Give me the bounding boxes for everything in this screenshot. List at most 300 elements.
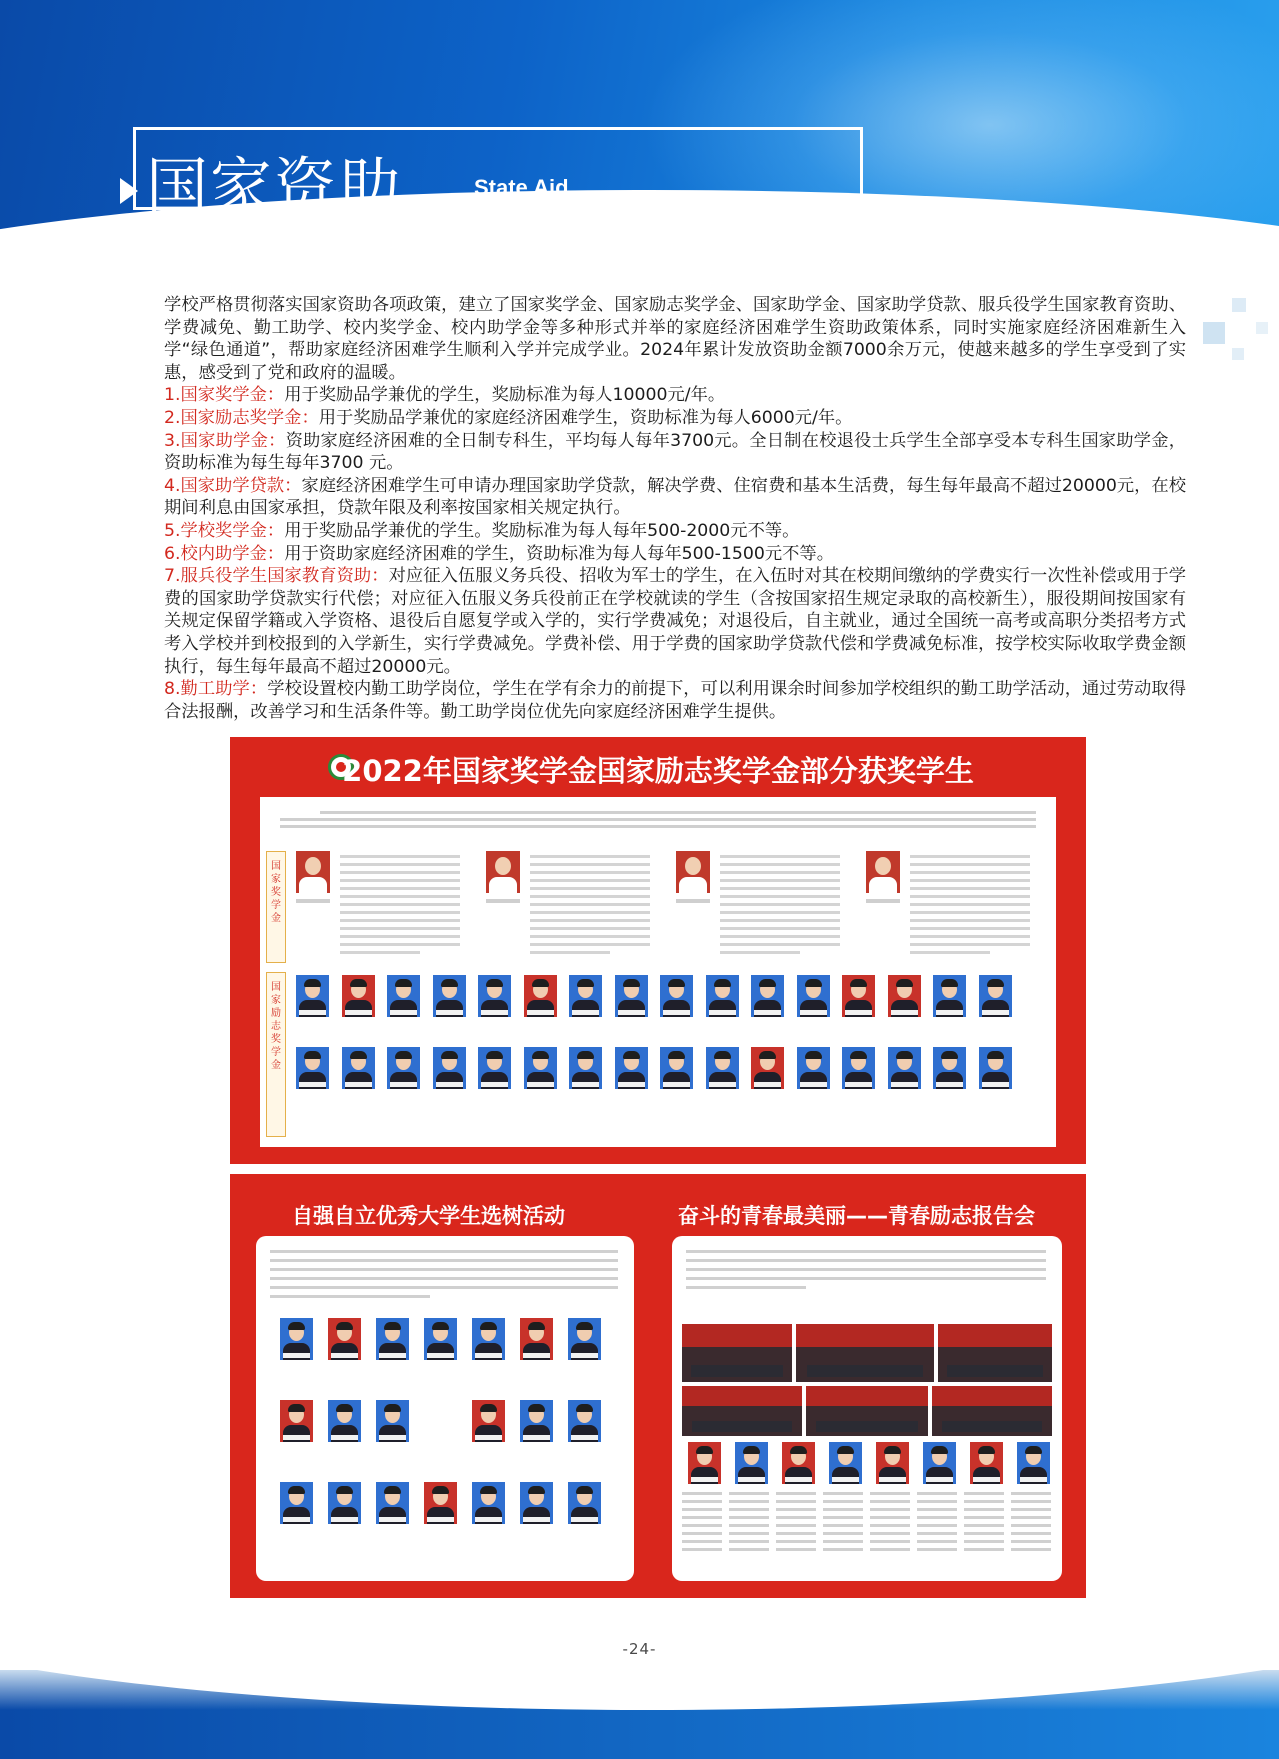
student-photo <box>280 1482 313 1524</box>
policy-item-label: 3.国家助学金： <box>164 430 286 451</box>
student-photo <box>888 975 921 1017</box>
photo-hair <box>759 1051 776 1059</box>
photo-hair <box>384 1322 401 1330</box>
profile-text-line <box>910 903 1030 906</box>
audience <box>947 1365 1043 1378</box>
speaker-text-line <box>964 1500 1004 1503</box>
photo-hair <box>576 1486 593 1494</box>
name-tag <box>427 1517 454 1522</box>
student-photo <box>688 1442 721 1484</box>
speaker-text-line <box>870 1524 910 1527</box>
profile-text-line <box>340 911 460 914</box>
student-photo <box>660 975 693 1017</box>
profile-text-line <box>340 951 420 954</box>
name-tag <box>436 1010 463 1015</box>
policy-item-label: 4.国家助学贷款： <box>164 475 302 496</box>
photo-hair <box>623 1051 640 1059</box>
stage-backdrop <box>806 1386 928 1406</box>
profile-text-line <box>720 903 840 906</box>
event-photo <box>796 1324 934 1382</box>
speaker-text-line <box>870 1508 910 1511</box>
speaker-text-line <box>729 1516 769 1519</box>
policy-item <box>128 407 1186 430</box>
speaker-text-line <box>917 1516 957 1519</box>
profile-text-line <box>340 903 460 906</box>
student-photo <box>797 975 830 1017</box>
profile-text-line <box>530 935 650 938</box>
speaker-text-line <box>776 1532 816 1535</box>
speaker-text-line <box>682 1508 722 1511</box>
name-tag <box>379 1435 406 1440</box>
name-tag <box>973 1477 1000 1482</box>
name-tag <box>345 1010 372 1015</box>
audience <box>691 1365 783 1378</box>
profile-text-line <box>910 919 1030 922</box>
photo-hair <box>577 1051 594 1059</box>
profile-text-line <box>720 887 840 890</box>
poster-title: 2022年国家奖学金国家励志奖学金部分获奖学生 <box>342 754 974 788</box>
profile-text-line <box>530 855 650 858</box>
speaker-text-line <box>776 1548 816 1551</box>
speaker-text-line <box>917 1508 957 1511</box>
profile-text-line <box>530 879 650 882</box>
student-photo <box>387 1047 420 1089</box>
policy-item-text: 资助家庭经济困难的全日制专科生，平均每人每年3700元。全日制在校退役士兵学生全部享受本专科生国家助学金，资助标准为每生每年3700 元。 <box>164 430 1186 474</box>
card-text-line <box>686 1286 806 1289</box>
speaker-text-line <box>1011 1500 1051 1503</box>
name-tag <box>436 1082 463 1087</box>
name-tag <box>785 1477 812 1482</box>
card-text-line <box>270 1250 618 1253</box>
policy-text <box>128 294 1186 723</box>
profile-text-line <box>910 887 1030 890</box>
photo-hair <box>987 1051 1004 1059</box>
winner-profile <box>486 851 656 961</box>
policy-item-label: 7.服兵役学生国家教育资助： <box>164 566 389 587</box>
winner-photo <box>486 851 520 893</box>
page-title: 国家资助 <box>146 150 403 223</box>
student-photo <box>568 1400 601 1442</box>
profile-text-line <box>340 887 460 890</box>
student-photo <box>923 1442 956 1484</box>
speaker-text-line <box>823 1508 863 1511</box>
name-tag <box>754 1082 781 1087</box>
photo-hair <box>987 979 1004 987</box>
event-photo <box>938 1324 1052 1382</box>
photo-hair <box>350 1051 367 1059</box>
speaker-text-line <box>870 1532 910 1535</box>
title-arrow-icon <box>120 178 138 204</box>
student-photo <box>472 1482 505 1524</box>
profile-text-line <box>910 871 1030 874</box>
student-photo <box>735 1442 768 1484</box>
photo-hair <box>941 1051 958 1059</box>
student-photo <box>433 1047 466 1089</box>
photo-hair <box>850 979 867 987</box>
policy-item <box>128 430 1186 475</box>
photo-hair <box>336 1404 353 1412</box>
policy-item <box>128 384 1186 407</box>
audience <box>692 1421 793 1432</box>
profile-text-line <box>720 935 840 938</box>
name-tag <box>879 1477 906 1482</box>
photo-shoulders <box>679 877 707 893</box>
speaker-text-line <box>1011 1508 1051 1511</box>
speaker-text-line <box>1011 1548 1051 1551</box>
student-photo <box>424 1482 457 1524</box>
decorative-square <box>1232 298 1246 312</box>
name-tag <box>523 1353 550 1358</box>
student-photo <box>478 1047 511 1089</box>
photo-hair <box>714 1051 731 1059</box>
stage-backdrop <box>682 1324 792 1347</box>
inspirational-scholarship-label: 国家励志奖学金 <box>266 972 286 1137</box>
photo-hair <box>304 979 321 987</box>
name-tag <box>832 1477 859 1482</box>
profile-text-line <box>910 855 1030 858</box>
student-photo <box>569 1047 602 1089</box>
speaker-text-line <box>682 1548 722 1551</box>
student-photo <box>376 1400 409 1442</box>
photo-hair <box>288 1404 305 1412</box>
student-photo <box>933 1047 966 1089</box>
speaker-text-line <box>964 1508 1004 1511</box>
policy-item-text: 用于奖励品学兼优的家庭经济困难学生，资助标准为每人6000元/年。 <box>318 407 853 428</box>
speaker-text-line <box>964 1548 1004 1551</box>
name-tag <box>299 1010 326 1015</box>
name-tag <box>926 1477 953 1482</box>
policy-item <box>128 520 1186 543</box>
card-text-line <box>270 1286 618 1289</box>
student-photo <box>933 975 966 1017</box>
student-photo <box>478 975 511 1017</box>
card-text-line <box>270 1268 618 1271</box>
name-tag <box>390 1082 417 1087</box>
audience <box>816 1421 918 1432</box>
student-photo <box>1017 1442 1050 1484</box>
event-photo <box>932 1386 1052 1436</box>
student-photo <box>376 1318 409 1360</box>
photo-hair <box>480 1486 497 1494</box>
speaker-text-line <box>870 1516 910 1519</box>
speaker-text-line <box>1011 1492 1051 1495</box>
speaker-text-line <box>729 1508 769 1511</box>
photo-hair <box>486 979 503 987</box>
name-tag <box>523 1435 550 1440</box>
speaker-text-line <box>823 1516 863 1519</box>
photo-hair <box>480 1322 497 1330</box>
photo-face <box>305 857 321 875</box>
photo-hair <box>805 1051 822 1059</box>
name-tag <box>283 1435 310 1440</box>
policy-item-text: 对应征入伍服义务兵役、招收为军士的学生，在入伍时对其在校期间缴纳的学费实行一次性补偿或用于学费的国家助学贷款实行代偿；对应征入伍服义务兵役前正在学校就读的学生（含按国家招生规定录取的高校新生），服役期间按国家有关规定保留学籍或入学资格、退役后自愿复学或入学的，实行学费减免；对退役后，自主就业，通过全国统一高考或高职分类招考方式考入学校并到校报到的入学新生，实行学费减免。学费补偿、用于学费的国家助学贷款代偿和学费减免标准，按学校实际收取学费金额执行，每生每年最高不超过20000元。 <box>164 566 1186 677</box>
photo-hair <box>384 1486 401 1494</box>
profile-text-line <box>340 895 460 898</box>
photo-hair <box>288 1322 305 1330</box>
student-photo <box>296 975 329 1017</box>
student-photo <box>342 1047 375 1089</box>
policy-item-label: 2.国家励志奖学金： <box>164 407 319 428</box>
page-header <box>0 0 1279 290</box>
speaker-text-line <box>729 1532 769 1535</box>
decorative-square <box>1232 348 1244 360</box>
photo-hair <box>668 979 685 987</box>
name-tag <box>475 1517 502 1522</box>
speaker-text-line <box>870 1548 910 1551</box>
student-photo <box>782 1442 815 1484</box>
speaker-text-line <box>729 1540 769 1543</box>
profile-text-line <box>720 943 840 946</box>
student-photo <box>568 1482 601 1524</box>
national-scholarship-label: 国家奖学金 <box>266 851 286 963</box>
photo-shoulders <box>489 877 517 893</box>
student-photo <box>280 1318 313 1360</box>
student-photo <box>706 975 739 1017</box>
student-photo <box>296 1047 329 1089</box>
self-reliance-activity-title: 自强自立优秀大学生选树活动 <box>292 1204 565 1228</box>
profile-text-line <box>530 927 650 930</box>
photo-hair <box>350 979 367 987</box>
decorative-square <box>1203 322 1225 344</box>
speaker-text-line <box>964 1516 1004 1519</box>
photo-shoulders <box>299 877 327 893</box>
photo-hair <box>532 1051 549 1059</box>
student-photo <box>876 1442 909 1484</box>
self-reliance-card <box>256 1236 634 1581</box>
name-tag <box>331 1353 358 1358</box>
policy-item <box>128 475 1186 520</box>
name-tag <box>982 1010 1009 1015</box>
photo-hair <box>528 1486 545 1494</box>
policy-item-label: 6.校内助学金： <box>164 543 285 564</box>
student-photo <box>524 975 557 1017</box>
name-tag <box>800 1010 827 1015</box>
speaker-text-line <box>964 1532 1004 1535</box>
speaker-text-line <box>917 1532 957 1535</box>
speaker-text-line <box>823 1532 863 1535</box>
student-photo <box>342 975 375 1017</box>
photo-hair <box>850 1051 867 1059</box>
event-photo <box>806 1386 928 1436</box>
name-tag <box>709 1082 736 1087</box>
photo-hair <box>759 979 776 987</box>
name-tag <box>663 1010 690 1015</box>
intro-paragraph: 学校严格贯彻落实国家资助各项政策，建立了国家奖学金、国家励志奖学金、国家助学金、国家助学贷款、服兵役学生国家教育资助、学费减免、勤工助学、校内奖学金、校内助学金等多种形式并举的家庭经济困难学生资助政策体系，同时实施家庭经济困难新生入学“绿色通道”，帮助家庭经济困难学生顺利入学并完成学业。2024年累计发放资助金额7000余万元，使越来越多的学生享受到了实惠，感受到了党和政府的温暖。 <box>164 295 1186 383</box>
speaker-text-line <box>917 1492 957 1495</box>
policy-item-label: 1.国家奖学金： <box>164 385 285 406</box>
name-tag <box>845 1010 872 1015</box>
poster-intro-lines <box>280 807 1036 832</box>
student-photo <box>387 975 420 1017</box>
profile-text-line <box>910 951 990 954</box>
speaker-text-line <box>682 1500 722 1503</box>
profile-text-line <box>910 879 1030 882</box>
speaker-text-line <box>917 1548 957 1551</box>
name-tag <box>331 1517 358 1522</box>
student-photo <box>842 975 875 1017</box>
student-photo <box>751 975 784 1017</box>
profile-text-line <box>720 927 840 930</box>
card-text-line <box>686 1250 1046 1253</box>
winner-profile <box>866 851 1036 961</box>
page-footer <box>0 1610 1279 1759</box>
student-photo <box>569 975 602 1017</box>
photo-hair <box>528 1404 545 1412</box>
speaker-text-line <box>917 1540 957 1543</box>
profile-text-line <box>720 879 840 882</box>
profile-text-line <box>340 871 460 874</box>
policy-item <box>128 678 1186 723</box>
speaker-text-line <box>823 1492 863 1495</box>
policy-item <box>128 543 1186 566</box>
name-tag <box>982 1082 1009 1087</box>
card-text-line <box>270 1277 618 1280</box>
profile-text-line <box>910 895 1030 898</box>
speaker-text-line <box>682 1524 722 1527</box>
name-tag <box>1020 1477 1047 1482</box>
winner-profile <box>296 851 466 961</box>
speaker-text-line <box>729 1500 769 1503</box>
student-photo <box>376 1482 409 1524</box>
page-subtitle: State Aid <box>474 175 569 200</box>
student-photo <box>424 1318 457 1360</box>
speaker-text-line <box>964 1540 1004 1543</box>
profile-text-line <box>530 951 610 954</box>
photo-hair <box>432 1486 449 1494</box>
card-text-line <box>270 1259 618 1262</box>
name-tag <box>527 1010 554 1015</box>
audience <box>942 1421 1043 1432</box>
photo-hair <box>696 1446 713 1454</box>
speaker-text-line <box>1011 1532 1051 1535</box>
name-tag <box>379 1353 406 1358</box>
photo-hair <box>884 1446 901 1454</box>
photo-hair <box>714 979 731 987</box>
policy-item-label: 8.勤工助学： <box>164 679 268 700</box>
name-tag <box>754 1010 781 1015</box>
student-photo <box>615 975 648 1017</box>
photo-hair <box>896 1051 913 1059</box>
photo-hair <box>623 979 640 987</box>
profile-text-line <box>720 911 840 914</box>
student-photo <box>568 1318 601 1360</box>
student-photo <box>797 1047 830 1089</box>
name-tag <box>571 1353 598 1358</box>
photo-hair <box>395 1051 412 1059</box>
profile-text-line <box>530 887 650 890</box>
winner-photo <box>296 851 330 893</box>
photo-face <box>685 857 701 875</box>
student-photo <box>842 1047 875 1089</box>
speaker-text-line <box>776 1508 816 1511</box>
name-tag <box>299 1082 326 1087</box>
name-tag <box>572 1010 599 1015</box>
name-tag <box>523 1517 550 1522</box>
name-tag <box>390 1010 417 1015</box>
stage-backdrop <box>796 1324 934 1347</box>
photo-hair <box>441 1051 458 1059</box>
page-number: -24- <box>622 1640 657 1658</box>
decorative-square <box>1256 322 1268 334</box>
photo-hair <box>805 979 822 987</box>
speaker-text-line <box>682 1492 722 1495</box>
student-photo <box>979 1047 1012 1089</box>
name-tag <box>618 1082 645 1087</box>
winner-caption <box>296 899 330 903</box>
student-photo <box>660 1047 693 1089</box>
stage-backdrop <box>938 1324 1052 1347</box>
photo-hair <box>384 1404 401 1412</box>
name-tag <box>527 1082 554 1087</box>
photo-hair <box>336 1486 353 1494</box>
name-tag <box>891 1010 918 1015</box>
speaker-text-line <box>964 1524 1004 1527</box>
photo-hair <box>441 979 458 987</box>
name-tag <box>709 1010 736 1015</box>
profile-text-line <box>910 927 1030 930</box>
student-photo <box>328 1400 361 1442</box>
student-photo <box>829 1442 862 1484</box>
photo-hair <box>432 1322 449 1330</box>
speaker-text-line <box>870 1492 910 1495</box>
name-tag <box>936 1082 963 1087</box>
poster-content <box>260 797 1056 1147</box>
photo-hair <box>941 979 958 987</box>
event-photo <box>682 1386 802 1436</box>
activities-poster <box>230 1174 1086 1598</box>
profile-text-line <box>530 895 650 898</box>
student-photo <box>472 1400 505 1442</box>
card-text-line <box>686 1259 1046 1262</box>
photo-hair <box>486 1051 503 1059</box>
photo-hair <box>837 1446 854 1454</box>
scholarship-winners-poster <box>230 737 1086 1164</box>
name-tag <box>481 1010 508 1015</box>
photo-hair <box>668 1051 685 1059</box>
profile-text-line <box>340 919 460 922</box>
name-tag <box>571 1517 598 1522</box>
student-photo <box>472 1318 505 1360</box>
speaker-text-line <box>776 1524 816 1527</box>
profile-text-line <box>910 911 1030 914</box>
event-photo <box>682 1324 792 1382</box>
speaker-text-line <box>1011 1516 1051 1519</box>
profile-text-line <box>720 919 840 922</box>
photo-shoulders <box>869 877 897 893</box>
youth-report-card <box>672 1236 1062 1581</box>
student-photo <box>433 975 466 1017</box>
name-tag <box>283 1517 310 1522</box>
photo-hair <box>896 979 913 987</box>
photo-hair <box>288 1486 305 1494</box>
speaker-text-line <box>729 1548 769 1551</box>
photo-hair <box>931 1446 948 1454</box>
student-photo <box>615 1047 648 1089</box>
winner-caption <box>866 899 900 903</box>
photo-hair <box>532 979 549 987</box>
card-text-line <box>686 1268 1046 1271</box>
policy-item-text: 用于奖励品学兼优的学生，奖励标准为每人10000元/年。 <box>284 385 726 406</box>
policy-item-text: 家庭经济困难学生可申请办理国家助学贷款，解决学费、住宿费和基本生活费，每生每年最高不超过20000元，在校期间利息由国家承担，贷款年限及利率按国家相关规定执行。 <box>164 475 1186 519</box>
profile-text-line <box>340 943 460 946</box>
profile-text-line <box>720 855 840 858</box>
policy-item-label: 5.学校奖学金： <box>164 520 285 541</box>
name-tag <box>571 1435 598 1440</box>
profile-text-line <box>530 863 650 866</box>
speaker-text-line <box>682 1516 722 1519</box>
name-tag <box>800 1082 827 1087</box>
profile-text-line <box>720 871 840 874</box>
